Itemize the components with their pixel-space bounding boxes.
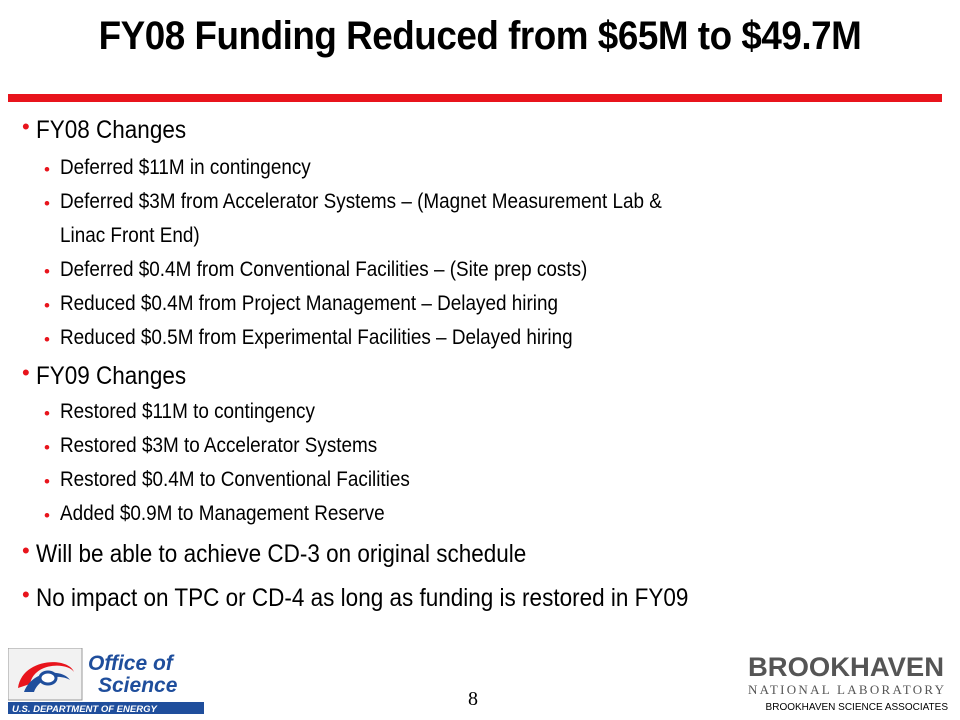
svg-text:BROOKHAVEN: BROOKHAVEN	[748, 652, 944, 682]
doe-office-of-science-logo	[8, 648, 208, 719]
sub-bullet: Reduced $0.4M from Project Management – Delayed hiring	[60, 292, 558, 315]
sub-bullet-dot: •	[44, 438, 50, 457]
sub-bullet-dot: •	[44, 296, 50, 315]
sub-bullet-dot: •	[44, 262, 50, 281]
svg-text:Office of: Office of	[88, 652, 173, 675]
sub-bullet-continuation: Linac Front End)	[60, 224, 200, 247]
bullet-dot: •	[22, 360, 30, 385]
sub-bullet-dot: •	[44, 330, 50, 349]
bullet-dot: •	[22, 582, 30, 607]
bullet-cd3: Will be able to achieve CD-3 on original schedule	[36, 540, 527, 568]
bullet-fy08: FY08 Changes	[36, 116, 187, 144]
slide-title: FY08 Funding Reduced from $65M to $49.7M	[98, 14, 862, 58]
bullet-dot: •	[22, 114, 30, 139]
bullet-tpc: No impact on TPC or CD-4 as long as funding is restored in FY09	[36, 584, 689, 612]
sub-bullet: Restored $3M to Accelerator Systems	[60, 434, 378, 457]
svg-text:U.S. DEPARTMENT OF ENERGY: U.S. DEPARTMENT OF ENERGY	[12, 704, 157, 714]
brookhaven-science-associates: BROOKHAVEN SCIENCE ASSOCIATES	[765, 702, 948, 713]
sub-bullet: Restored $11M to contingency	[60, 400, 315, 423]
title-divider	[8, 94, 942, 102]
sub-bullet: Deferred $0.4M from Conventional Facilities – (Site prep costs)	[60, 258, 588, 281]
bullet-dot: •	[22, 538, 30, 563]
page-number: 8	[468, 688, 478, 710]
sub-bullet-dot: •	[44, 506, 50, 525]
sub-bullet: Reduced $0.5M from Experimental Facilities – Delayed hiring	[60, 326, 573, 349]
brookhaven-logo	[748, 652, 952, 703]
sub-bullet-dot: •	[44, 160, 50, 179]
sub-bullet-dot: •	[44, 194, 50, 213]
sub-bullet: Restored $0.4M to Conventional Facilities	[60, 468, 410, 491]
sub-bullet-dot: •	[44, 404, 50, 423]
sub-bullet: Deferred $3M from Accelerator Systems – (Magnet Measurement Lab &	[60, 190, 662, 213]
bullet-fy09: FY09 Changes	[36, 362, 187, 390]
sub-bullet: Deferred $11M in contingency	[60, 156, 311, 179]
sub-bullet-dot: •	[44, 472, 50, 491]
svg-text:Science: Science	[98, 674, 178, 697]
svg-text:NATIONAL LABORATORY: NATIONAL LABORATORY	[748, 682, 944, 697]
sub-bullet: Added $0.9M to Management Reserve	[60, 502, 385, 525]
